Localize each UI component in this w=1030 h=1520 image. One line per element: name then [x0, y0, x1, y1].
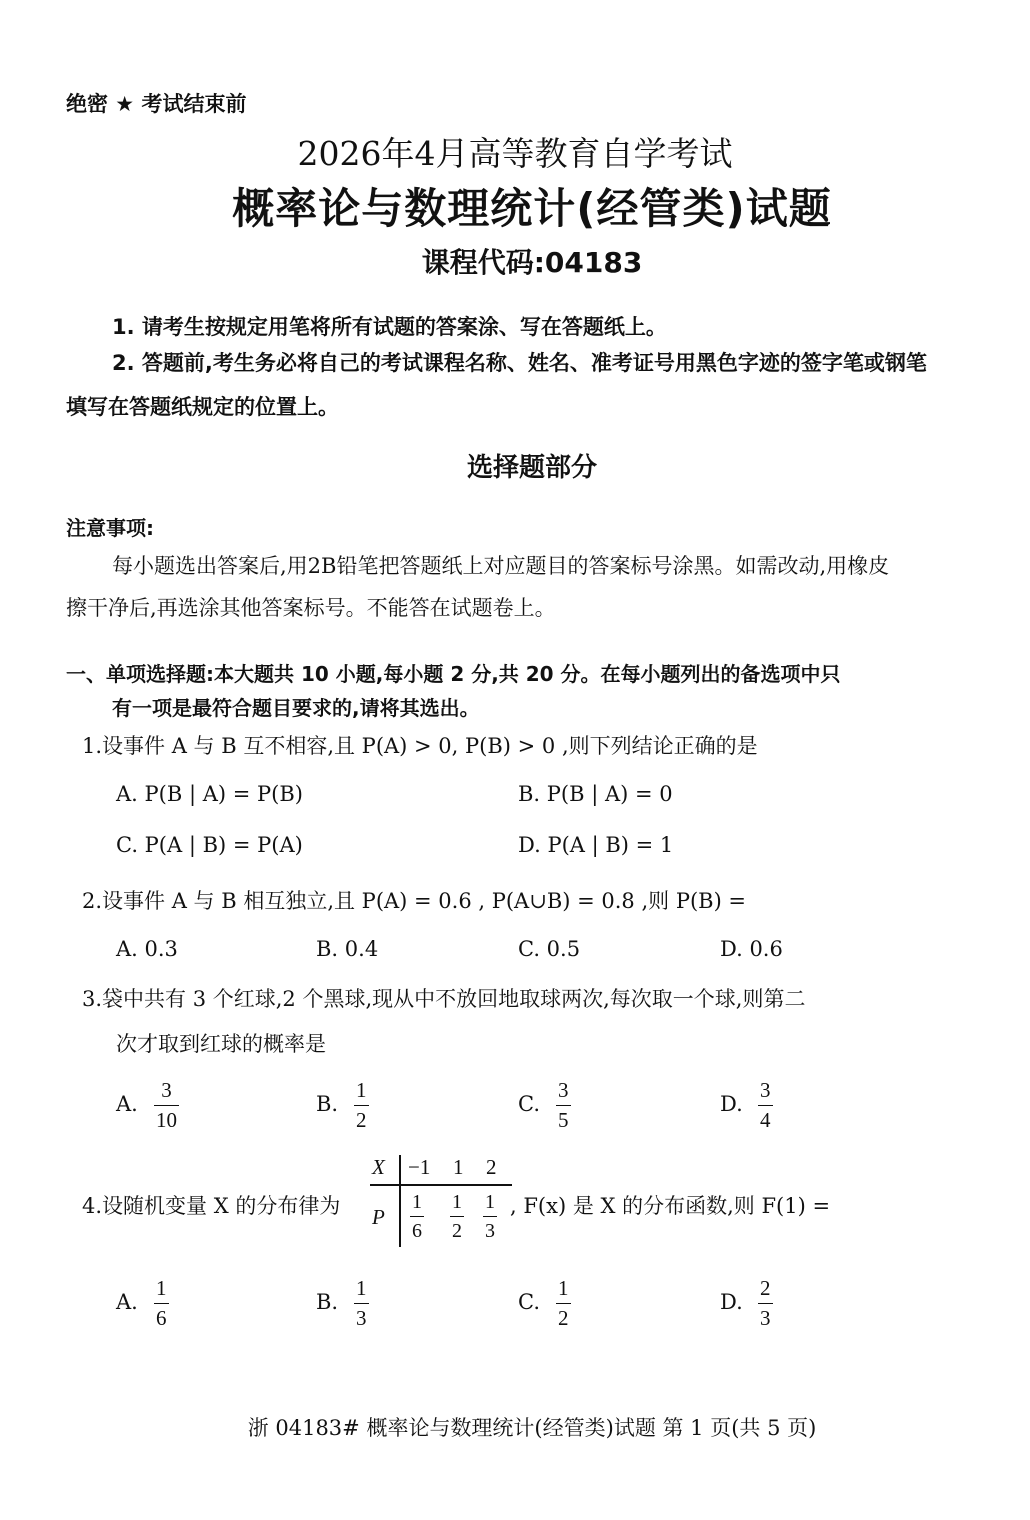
- q4-option-a-denominator: 6: [154, 1303, 169, 1329]
- q3-option-a-fraction: [154, 1080, 179, 1131]
- q1-option-b: B. P(B | A) = 0: [518, 782, 673, 806]
- q4-option-c-label: C.: [518, 1290, 540, 1314]
- q4-stem-prefix: 4.设随机变量 X 的分布律为: [82, 1194, 341, 1218]
- q3-stem-line1: 3.袋中共有 3 个红球,2 个黑球,现从中不放回地取球两次,每次取一个球,则第二: [82, 987, 806, 1011]
- q4-option-c-fraction: [556, 1278, 571, 1329]
- q4-x-value-1: −1: [408, 1155, 431, 1179]
- q4-option-b-denominator: 3: [354, 1303, 369, 1329]
- q3-option-b-denominator: 2: [354, 1105, 369, 1131]
- q2-option-c: C. 0.5: [518, 937, 581, 961]
- section-title: 选择题部分: [466, 453, 597, 483]
- q4-option-a-fraction: [154, 1278, 169, 1329]
- q2-option-b: B. 0.4: [316, 937, 379, 961]
- q4-option-b-fraction: [354, 1278, 369, 1329]
- q4-option-b-numerator: 1: [356, 1276, 367, 1300]
- notice-line2: 擦干净后,再选涂其他答案标号。不能答在试题卷上。: [66, 596, 556, 620]
- q4-p-value-1-denominator: 6: [410, 1216, 424, 1241]
- q3-stem-line2: 次才取到红球的概率是: [116, 1032, 326, 1056]
- q1-option-c: C. P(A | B) = P(A): [116, 833, 303, 857]
- q4-option-c-numerator: 1: [558, 1276, 569, 1300]
- q3-option-d-fraction: [758, 1080, 773, 1131]
- q2-stem: 2.设事件 A 与 B 相互独立,且 P(A) = 0.6 , P(A∪B) = 0.8 ,则 P(B) =: [82, 889, 747, 913]
- subject-title: 概率论与数理统计(经管类)试题: [232, 184, 832, 233]
- q4-p-value-3: [483, 1192, 497, 1241]
- q4-option-a-numerator: 1: [156, 1276, 167, 1300]
- q3-option-d-label: D.: [720, 1092, 743, 1116]
- confidential-label: 绝密 ★ 考试结束前: [66, 92, 247, 116]
- q4-option-a-label: A.: [116, 1290, 138, 1314]
- q1-option-d: D. P(A | B) = 1: [518, 833, 674, 857]
- q3-option-c-fraction: [556, 1080, 571, 1131]
- q3-option-c-label: C.: [518, 1092, 540, 1116]
- exam-title: 2026年4月高等教育自学考试: [297, 134, 733, 173]
- q4-p-value-1: [410, 1192, 424, 1241]
- q3-option-b-fraction: [354, 1080, 369, 1131]
- part1-heading-line1: 一、单项选择题:本大题共 10 小题,每小题 2 分,共 20 分。在每小题列出的备选项中只: [66, 662, 841, 686]
- q4-p-value-1-numerator: 1: [412, 1191, 422, 1213]
- q2-option-d: D. 0.6: [720, 937, 783, 961]
- q4-table-horizontal-rule: [370, 1184, 512, 1186]
- instruction-2-line1: 2. 答题前,考生务必将自己的考试课程名称、姓名、准考证号用黑色字迹的签字笔或钢笔: [112, 351, 927, 375]
- notice-title: 注意事项:: [66, 516, 154, 540]
- q4-p-value-2: [450, 1192, 464, 1241]
- q4-p-value-3-numerator: 1: [485, 1191, 495, 1213]
- q1-stem: 1.设事件 A 与 B 互不相容,且 P(A) > 0, P(B) > 0 ,则下列结论正确的是: [82, 734, 758, 758]
- course-code: 课程代码:04183: [421, 246, 643, 279]
- page-footer: 浙 04183# 概率论与数理统计(经管类)试题 第 1 页(共 5 页): [247, 1416, 817, 1440]
- notice-line1: 每小题选出答案后,用2B铅笔把答题纸上对应题目的答案标号涂黑。如需改动,用橡皮: [112, 554, 890, 578]
- instruction-1: 1. 请考生按规定用笔将所有试题的答案涂、写在答题纸上。: [112, 315, 667, 339]
- q3-option-c-denominator: 5: [556, 1105, 571, 1131]
- q4-p-value-2-denominator: 2: [450, 1216, 464, 1241]
- q3-option-a-label: A.: [116, 1092, 138, 1116]
- q4-x-label: X: [372, 1155, 385, 1179]
- q4-p-value-3-denominator: 3: [483, 1216, 497, 1241]
- q4-x-value-3: 2: [486, 1155, 497, 1179]
- q3-option-a-denominator: 10: [154, 1105, 179, 1131]
- q2-option-a: A. 0.3: [116, 937, 178, 961]
- q4-table-vertical-rule: [399, 1155, 401, 1247]
- q4-option-d-numerator: 2: [760, 1276, 771, 1300]
- q1-option-a: A. P(B | A) = P(B): [116, 782, 303, 806]
- q3-option-a-numerator: 3: [161, 1078, 172, 1102]
- q4-option-b-label: B.: [316, 1290, 339, 1314]
- q3-option-c-numerator: 3: [558, 1078, 569, 1102]
- instruction-2-line2: 填写在答题纸规定的位置上。: [66, 395, 339, 419]
- q3-option-b-numerator: 1: [356, 1078, 367, 1102]
- q4-option-d-denominator: 3: [758, 1303, 773, 1329]
- q3-option-d-denominator: 4: [758, 1105, 773, 1131]
- q4-x-value-2: 1: [453, 1155, 464, 1179]
- q3-option-d-numerator: 3: [760, 1078, 771, 1102]
- q4-option-d-fraction: [758, 1278, 773, 1329]
- q4-p-value-2-numerator: 1: [452, 1191, 462, 1213]
- q3-option-b-label: B.: [316, 1092, 339, 1116]
- q4-p-label: P: [372, 1205, 385, 1229]
- part1-heading-line2: 有一项是最符合题目要求的,请将其选出。: [112, 696, 480, 720]
- q4-option-c-denominator: 2: [556, 1303, 571, 1329]
- q4-option-d-label: D.: [720, 1290, 743, 1314]
- q4-stem-suffix: , F(x) 是 X 的分布函数,则 F(1) =: [510, 1194, 831, 1218]
